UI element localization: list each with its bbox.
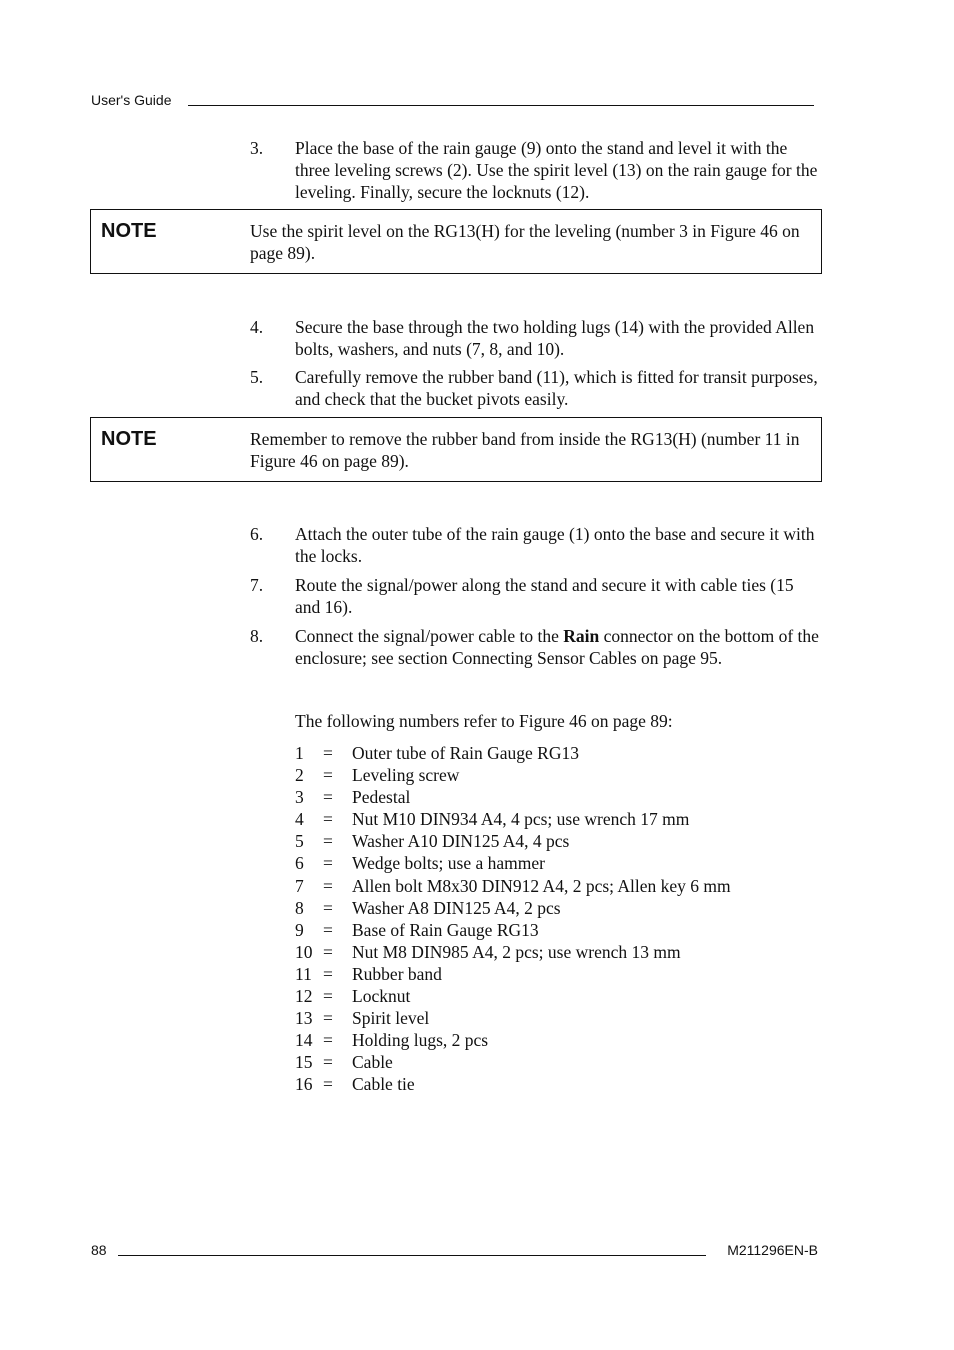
legend-number: 4: [295, 809, 304, 830]
legend-text: Base of Rain Gauge RG13: [352, 919, 539, 940]
step-8: [250, 625, 820, 669]
page-header: [91, 90, 814, 110]
step-number: 6.: [250, 524, 264, 544]
legend-number: 6: [295, 853, 304, 874]
step-number: 7.: [250, 575, 264, 595]
legend-text: Washer A8 DIN125 A4, 2 pcs: [352, 897, 561, 918]
legend-text: Allen bolt M8x30 DIN912 A4, 2 pcs; Allen key 6 mm: [352, 875, 731, 896]
step-7: [250, 574, 820, 618]
legend-equals: =: [323, 963, 333, 984]
note-text: Remember to remove the rubber band from inside the RG13(H) (number 11 in Figure 46 on page 89).: [250, 429, 800, 471]
step-text: Secure the base through the two holding lugs (14) with the provided Allen bolts, washers, and nuts (7, 8, and 10).: [295, 317, 815, 359]
legend-text: Washer A10 DIN125 A4, 4 pcs: [352, 831, 570, 852]
document-id: M211296EN-B: [727, 1242, 818, 1258]
legend-number: 11: [295, 963, 312, 984]
legend-intro: The following numbers refer to Figure 46 on page 89:: [295, 711, 673, 731]
legend-number: 5: [295, 831, 304, 852]
step-number: 5.: [250, 367, 264, 387]
legend-equals: =: [323, 743, 333, 763]
legend-text: Outer tube of Rain Gauge RG13: [352, 743, 579, 763]
legend-equals: =: [323, 765, 333, 786]
legend-equals: =: [323, 1074, 333, 1095]
rain-connector-name: Rain: [563, 626, 600, 646]
legend-equals: =: [323, 787, 333, 808]
legend-number: 12: [295, 986, 313, 1007]
legend-text: Locknut: [352, 986, 411, 1007]
step-5: [250, 366, 820, 410]
legend-text: Nut M8 DIN985 A4, 2 pcs; use wrench 13 mm: [352, 941, 681, 962]
legend-equals: =: [323, 1030, 333, 1051]
legend-number: 3: [295, 787, 304, 808]
legend-equals: =: [323, 1008, 333, 1029]
legend-equals: =: [323, 853, 333, 874]
legend-text: Cable: [352, 1052, 393, 1073]
note-text: Use the spirit level on the RG13(H) for the leveling (number 3 in Figure 46 on page 89).: [250, 221, 800, 263]
step-number: 4.: [250, 317, 264, 337]
step-text: Attach the outer tube of the rain gauge (1) onto the base and secure it with the locks.: [295, 524, 815, 566]
legend-text: Spirit level: [352, 1008, 430, 1029]
step-text: Route the signal/power along the stand and secure it with cable ties (15 and 16).: [295, 575, 794, 617]
note-label: NOTE: [101, 428, 157, 450]
legend-number: 8: [295, 897, 304, 918]
legend-equals: =: [323, 875, 333, 896]
legend-number: 14: [295, 1030, 313, 1051]
step-text-end: connector on the bottom of the enclosure; see section Connecting Sensor Cables on page 95.: [295, 626, 819, 668]
step-text: Carefully remove the rubber band (11), which is fitted for transit purposes, and check that the bucket pivots easily.: [295, 367, 818, 409]
legend-number: 1: [295, 743, 304, 763]
legend-number: 10: [295, 941, 313, 962]
footer-rule: [118, 1255, 706, 1256]
legend-number: 7: [295, 875, 304, 896]
legend-equals: =: [323, 919, 333, 940]
legend-text: Wedge bolts; use a hammer: [352, 853, 545, 874]
step-text: Place the base of the rain gauge (9) onto the stand and level it with the three leveling screws (2). Use the spirit level (13) on the rain gauge for the leveling. Finally, secure the locknuts (12).: [295, 138, 818, 202]
legend-equals: =: [323, 986, 333, 1007]
legend-number: 2: [295, 765, 304, 786]
step-4: [250, 316, 820, 360]
legend-number: 13: [295, 1008, 313, 1029]
step-text-start: Connect the signal/power cable to the: [295, 626, 564, 646]
legend-equals: =: [323, 1052, 333, 1073]
header-rule: [188, 105, 814, 106]
legend-number: 16: [295, 1074, 313, 1095]
legend-text: Leveling screw: [352, 765, 460, 786]
step-3: [250, 137, 820, 203]
step-number: 3.: [250, 138, 264, 158]
step-text: [295, 625, 820, 669]
legend-text: Pedestal: [352, 787, 411, 808]
header-title: User's Guide: [91, 92, 172, 108]
legend-text: Rubber band: [352, 963, 442, 984]
page-footer: [91, 1240, 818, 1260]
note-box-2: [90, 417, 822, 482]
legend-text: Nut M10 DIN934 A4, 4 pcs; use wrench 17 mm: [352, 809, 690, 830]
legend-text: Cable tie: [352, 1074, 415, 1095]
legend-equals: =: [323, 831, 333, 852]
legend-equals: =: [323, 897, 333, 918]
legend-equals: =: [323, 941, 333, 962]
note-label: NOTE: [101, 220, 157, 242]
legend-number: 9: [295, 919, 304, 940]
note-box-1: [90, 209, 822, 274]
legend-number: 15: [295, 1052, 313, 1073]
page-number: 88: [91, 1242, 107, 1258]
step-number: 8.: [250, 626, 264, 646]
step-6: [250, 523, 820, 567]
legend-text: Holding lugs, 2 pcs: [352, 1030, 489, 1051]
legend-equals: =: [323, 809, 333, 830]
